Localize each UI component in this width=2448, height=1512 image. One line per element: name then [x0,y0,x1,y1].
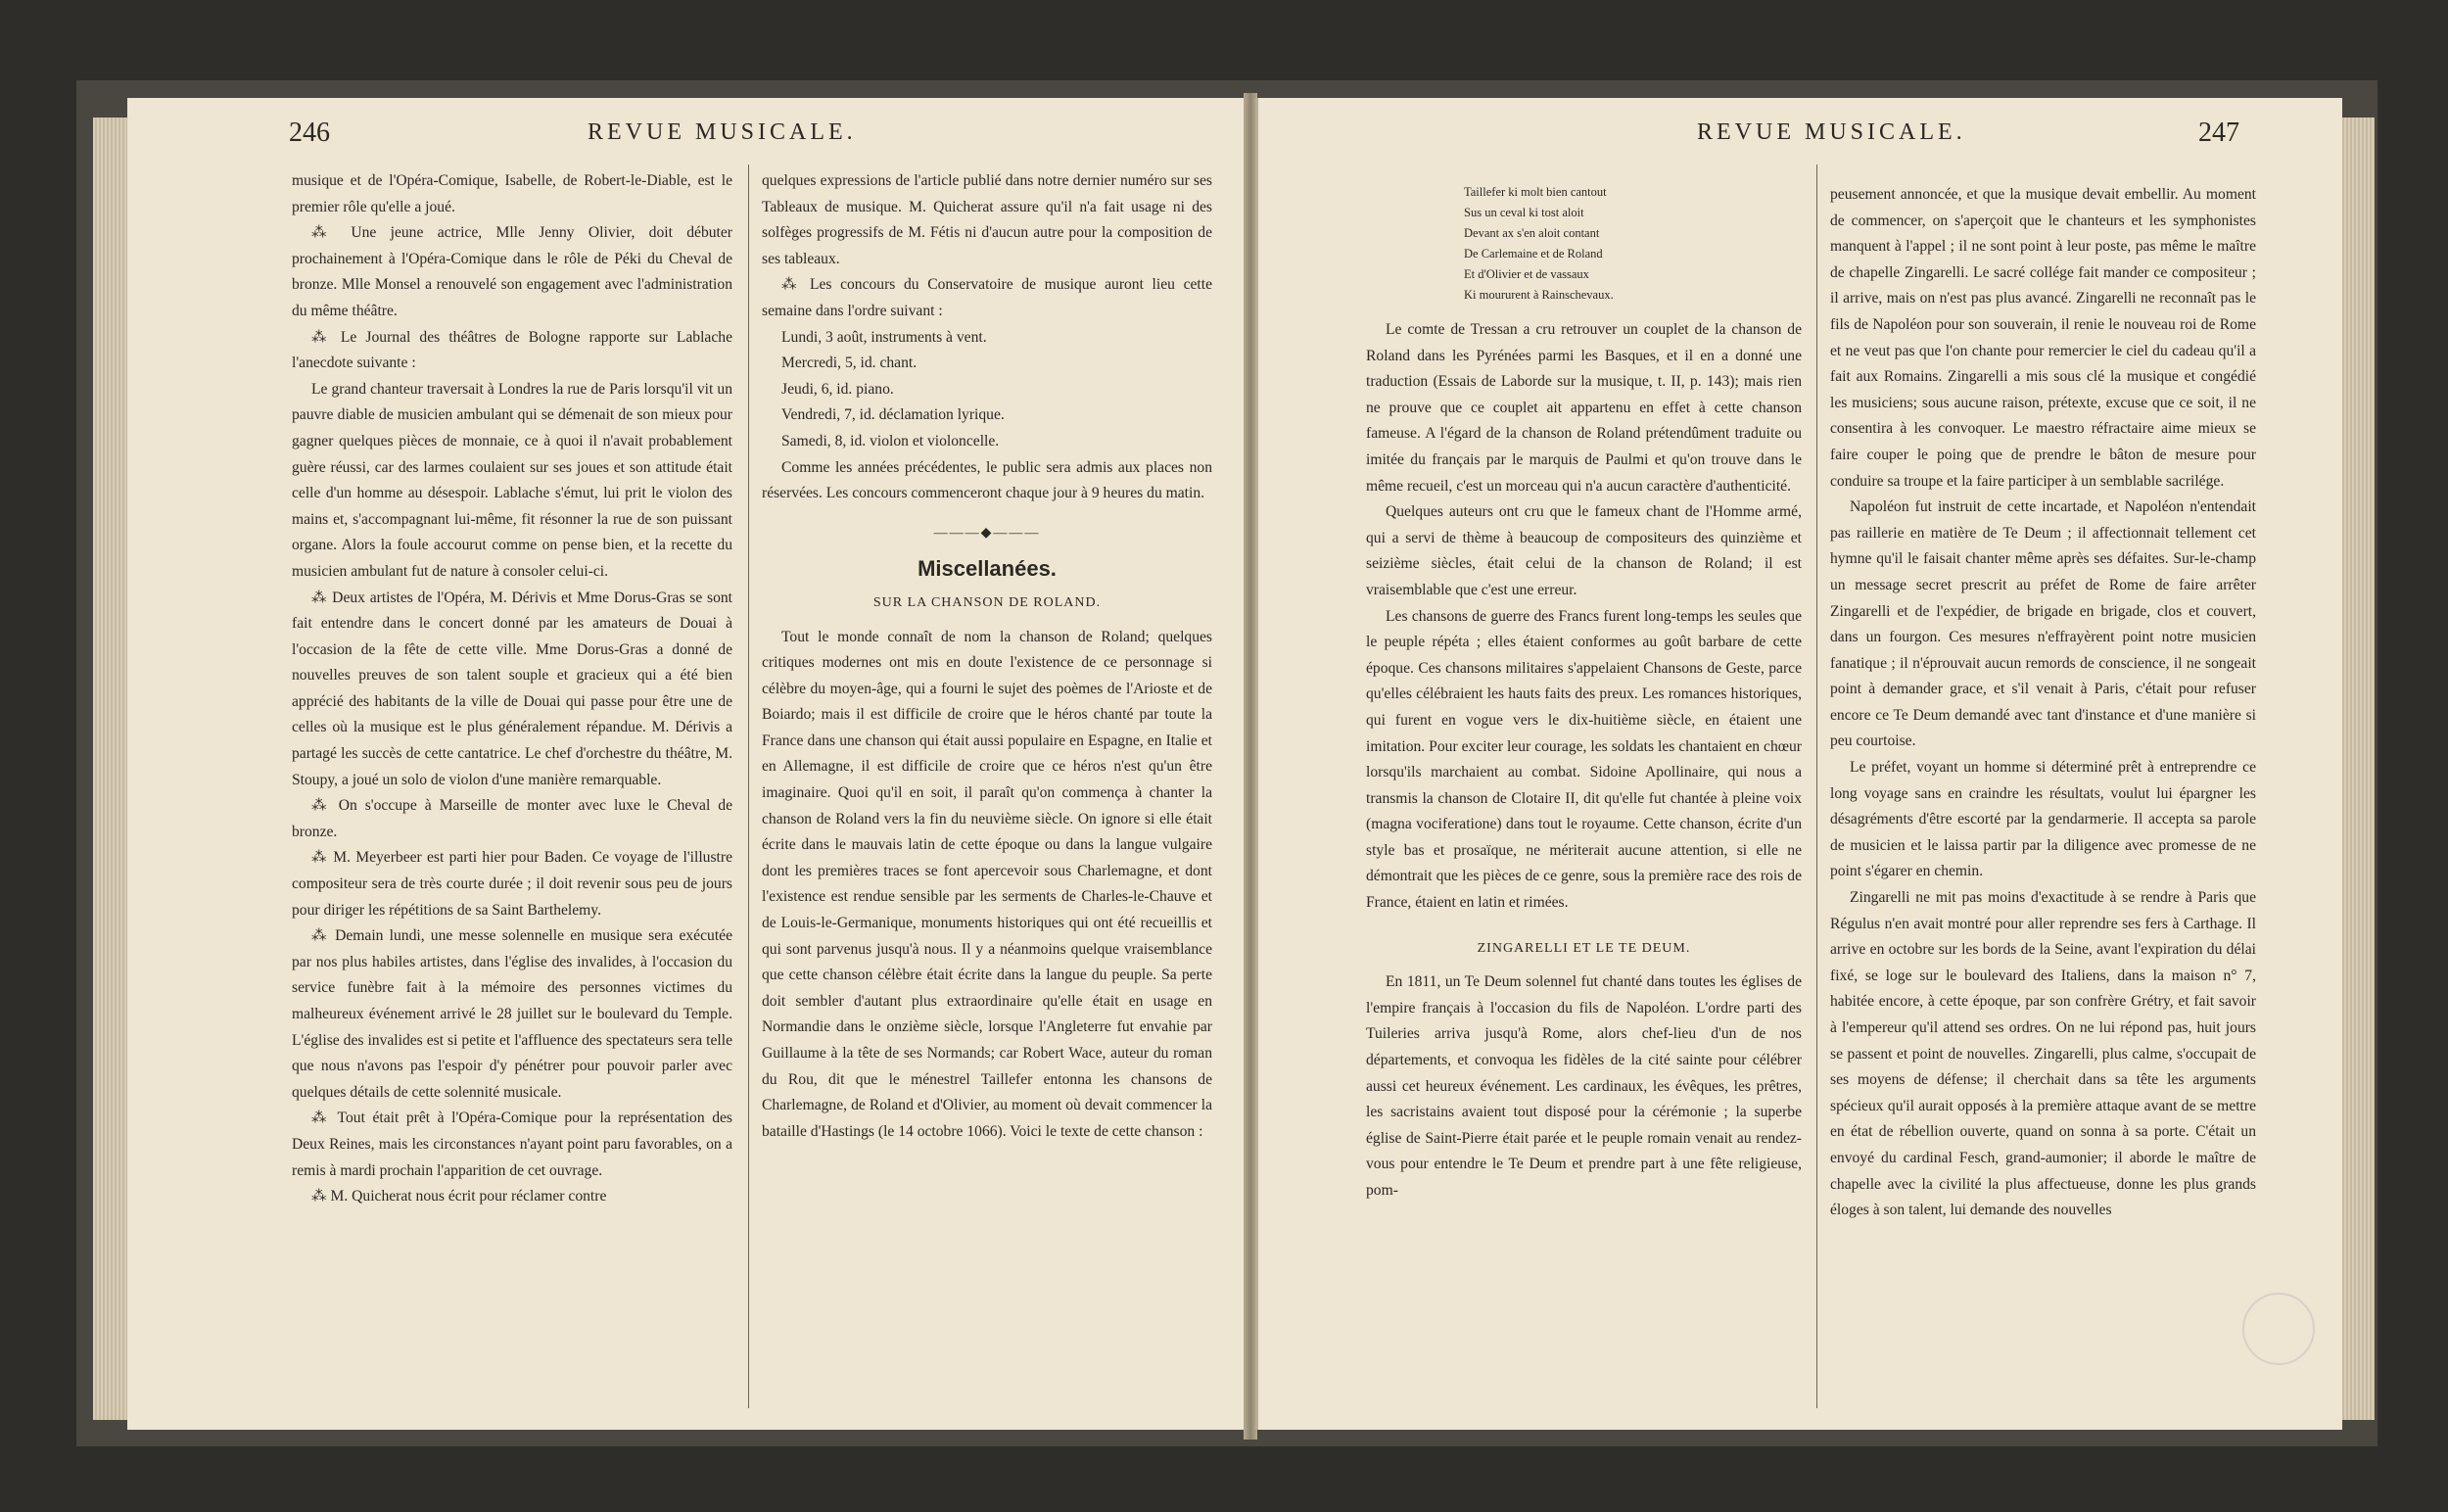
list-item: Mercredi, 5, id. chant. [781,354,918,372]
paragraph: Le comte de Tressan a cru retrouver un couplet de la chanson de Roland dans les Pyrénées parmi les Basques, et il en a donné une traduction (Essais de Laborde sur la musique, t. II, p. 143); mais rien ne prouve que ce couplet ait appartenu en effet à cette chanson fameuse. A l'égard de la chanson de Roland prétendûment traduite ou imitée du français par le marquis de Paulmi et qu'on trouve dans le même recueil, c'est un morceau qui n'a aucun caractère d'authenticité. [1366,321,1802,495]
paragraph: ⁂ M. Quicherat nous écrit pour réclamer contre [311,1188,607,1205]
list-item: Samedi, 8, id. violon et violoncelle. [781,432,1000,449]
paragraph: ⁂ Les concours du Conservatoire de musique auront lieu cette semaine dans l'ordre suivant : [762,276,1212,319]
verse-line: Taillefer ki molt bien cantout [1464,185,1607,199]
paragraph: Zingarelli ne mit pas moins d'exactitude à se rendre à Paris que Régulus n'en avait montré pour aller reprendre ses fers à Carthage. Il arrive en octobre sur les bords de la Seine, avant l'expiration du délai fixé, se loge sur le boulevard des Italiens, dans la maison n° 7, habitée encore, à cette époque, par son confrère Grétry, et fait savoir à l'empereur qu'il attend ses ordres. On ne lui répond pas, huit jours se passent et point de nouvelles. Zingarelli, plus calme, s'occupait de ses moyens de défense; il cherchait dans sa tête les arguments spécieux qu'il aurait opposés à la première attaque avant de se mettre en état de rébellion ouverte, quand on sonna à sa porte. C'était un envoyé du cardinal Fesch, grand-aumonier; il aborde le maître de chapelle avec la civilité la plus affectueuse, donne les plus grands éloges à son talent, lui demande des nouvelles [1830,889,2256,1219]
library-stamp [2242,1293,2315,1365]
paragraph: peusement annoncée, et que la musique devait embellir. Au moment de commencer, on s'aperçoit que le chanteurs et les symphonistes manquent à l'appel ; il ne sont point à leur poste, pas même le maître de chapelle Zingarelli. Le sacré collége fait mander ce compositeur ; il arrive, mais on n'est pas plus avancé. Zingarelli ne reconnaît pas le fils de Napoléon pour son souverain, il renie le nouveau roi de Rome et ne veut pas que l'on chante pour remercier le ciel du cadeau qu'il a fait aux Romains. Zingarelli a mis sous clé la musique et congédié les musiciens; sous aucune raison, prétexte, excuse que ce soit, il ne consentira à les convoquer. Le maestro réfractaire aime mieux se faire couper le poing que de prendre le bâton de mesure pour conduire sa troupe et la faire participer à un semblable sacrilége. [1830,186,2256,490]
running-head-left: REVUE MUSICALE. [588,119,857,145]
paragraph: Le grand chanteur traversait à Londres la rue de Paris lorsqu'il vit un pauvre diable de musicien ambulant qui se démenait de son mieux pour gagner quelques pièces de monnaie, ce à quoi il n'avait probablement guère réussi, car des larmes coulaient sur ses joues et son attitude était celle d'un homme au désespoir. Lablache s'émut, lui prit le violon des mains et, s'accompagnant lui-même, fit résonner la rue de son puissant organe. Alors la foule accourut comme on pense bien, et la recette du musicien ambulant fut de nature à consoler celui-ci. [292,380,732,580]
list-item: Jeudi, 6, id. piano. [781,380,894,398]
right-column-1 [1366,182,1802,1205]
list-item: Vendredi, 7, id. déclamation lyrique. [781,406,1005,424]
section-subtitle: ZINGARELLI ET LE TE DEUM. [1477,940,1691,956]
left-column-2 [762,168,1212,1145]
page-number-right: 247 [2198,118,2239,148]
paragraph: ⁂ Demain lundi, une messe solennelle en musique sera exécutée par nos plus habiles artistes, dans l'église des invalides, à l'occasion du service funèbre fait à la mémoire des personnes victimes du malheureux événement arrivé le 28 juillet sur le boulevard du Temple. L'église des invalides est si petite et l'affluence des spectateurs sera telle que nous n'avons pas l'espoir d'y pénétrer pour pouvoir parler avec quelques détails de cette solennité musicale. [292,927,732,1101]
section-title: Miscellanées. [918,556,1057,582]
paragraph: Les chansons de guerre des Francs furent long-temps les seules que le peuple répéta ; elles étaient conformes au goût barbare de cette époque. Ces chansons militaires s'appelaient Chansons de Geste, parce qu'elles célébraient les hauts faits des preux. Les romances historiques, qui furent en vogue vers le dix-huitième siècle, en étaient une imitation. Pour exciter leur courage, les soldats les chantaient en chœur lorsqu'ils marchaient au combat. Sidoine Apollinaire, qui nous a transmis la chanson de Clotaire II, dit qu'elle fut chantée à pleine voix (magna vociferatione) dans tout le royaume. Cette chanson, écrite d'un style bas et prosaïque, ne mériterait aucune attention, si elle ne démontrait que les pièces de ce genre, sous la première race des rois de France, étaient en latin et rimées. [1366,607,1802,912]
right-page [1255,98,2342,1430]
concours-list [762,325,1212,455]
ornament-divider: ———◆——— [933,525,1041,541]
paragraph: quelques expressions de l'article publié dans notre dernier numéro sur ses Tableaux de musique. M. Quicherat assure qu'il n'a fait usage ni des solfèges progressifs de M. Fétis ni d'aucun autre pour la composition de ses tableaux. [762,172,1212,267]
verse-line: Sus un ceval ki tost aloit [1464,206,1584,219]
paragraph: ⁂ M. Meyerbeer est parti hier pour Baden. Ce voyage de l'illustre compositeur sera de très courte durée ; il doit revenir sous peu de jours pour diriger les répétitions de sa Saint Barthelemy. [292,849,732,919]
paragraph: En 1811, un Te Deum solennel fut chanté dans toutes les églises de l'empire français à l'occasion du fils de Napoléon. L'ordre parti des Tuileries arriva jusqu'à Rome, alors chef-lieu d'un de nos départements, et convoqua les fidèles de la cité sainte pour célébrer aussi cet heureux événement. Les cardinaux, les évêques, les prêtres, les sacristains avaient tout disposé pour la cérémonie ; la superbe église de Saint-Pierre était parée et le peuple romain venait au rendez-vous pour entendre le Te Deum et prendre part à une fête religieuse, pom- [1366,973,1802,1199]
paragraph: Le préfet, voyant un homme si déterminé prêt à entreprendre ce long voyage sans en craindre les résultats, voulut lui épargner les désagréments d'être escorté par la gendarmerie. Il accepta sa parole de musicien et le laissa partir par la diligence avec promesse de ne point s'égarer en chemin. [1830,759,2256,880]
running-head-right: REVUE MUSICALE. [1697,119,1966,145]
verse-line: Et d'Olivier et de vassaux [1464,267,1589,281]
paragraph: musique et de l'Opéra-Comique, Isabelle, de Robert-le-Diable, est le premier rôle qu'elle a joué. [292,172,732,215]
paragraph: ⁂ Une jeune actrice, Mlle Jenny Olivier, doit débuter prochainement à l'Opéra-Comique dans le rôle de Péki du Cheval de bronze. Mlle Monsel a renouvelé son engagement avec l'administration du même théâtre. [292,224,732,319]
paragraph: ⁂ Le Journal des théâtres de Bologne rapporte sur Lablache l'anecdote suivante : [292,328,732,372]
left-column-1 [292,168,732,1210]
column-divider [1816,165,1817,1408]
paragraph: Comme les années précédentes, le public sera admis aux places non réservées. Les concours commenceront chaque jour à 9 heures du matin. [762,458,1212,502]
paragraph: ⁂ On s'occupe à Marseille de monter avec luxe le Cheval de bronze. [292,797,732,840]
right-column-2 [1830,182,2256,1224]
left-page [127,98,1248,1430]
paragraph: ⁂ Tout était prêt à l'Opéra-Comique pour la représentation des Deux Reines, mais les circonstances n'ayant point paru favorables, on a remis à mardi prochain l'apparition de cet ouvrage. [292,1110,732,1179]
paragraph: Tout le monde connaît de nom la chanson de Roland; quelques critiques modernes ont mis en doute l'existence de ce personnage si célèbre du moyen-âge, qui a fourni le sujet des poèmes de l'Arioste et de Boiardo; mais il est difficile de croire que le héros chanté par toute la France dans une chanson qui était aussi populaire en Espagne, en Italie et en Allemagne, il est difficile de croire que ce héros n'est qu'un être imaginaire. Quoi qu'il en soit, il paraît qu'on commença à chanter la chanson de Roland vers la fin du neuvième siècle. On ignore si elle était écrite dans le mauvais latin de cette époque ou dans la langue vulgaire dont les premières traces se font apercevoir sous Charlemagne, et dont l'existence est rendue sensible par les serments de Charles-le-Chauve et de Louis-le-Germanique, monuments historiques qui ont été recueillis et qui sont parvenus jusqu'à nous. Il y a néanmoins quelque vraisemblance que cette chanson célèbre était écrite dans la langue du peuple. Sa perte doit sembler d'autant plus extraordinaire qu'elle était en usage en Normandie dans le onzième siècle, lorsque l'Angleterre fut envahie par Guillaume à la tête de ses Normands; car Robert Wace, auteur du roman du Rou, dit que le ménestrel Taillefer entonna les chansons de Charlemagne, de Roland et d'Olivier, au moment où devait commencer la bataille d'Hastings (le 14 octobre 1066). Voici le texte de cette chanson : [762,628,1212,1140]
chanson-verse [1366,182,1802,306]
section-subtitle: SUR LA CHANSON DE ROLAND. [872,594,1102,610]
verse-line: De Carlemaine et de Roland [1464,247,1603,260]
paragraph: ⁂ Deux artistes de l'Opéra, M. Dérivis et Mme Dorus-Gras se sont fait entendre dans le concert donné par les amateurs de Douai à l'occasion de la fête de cette ville. Mme Dorus-Gras a donné de nouvelles preuves de son talent souple et gracieux qui a été bien apprécié des habitants de la ville de Douai qui passe pour être une de celles où la musique est le plus généralement répandue. M. Dérivis a partagé les succès de cette cantatrice. Le chef d'orchestre du théâtre, M. Stoupy, a joué un solo de violon d'une manière remarquable. [292,589,732,788]
verse-line: Devant ax s'en aloit contant [1464,226,1600,240]
verse-line: Ki moururent à Rainschevaux. [1464,288,1614,302]
list-item: Lundi, 3 août, instruments à vent. [781,328,987,346]
page-edges-right [2340,118,2375,1420]
page-edges-left [93,118,130,1420]
paragraph: Napoléon fut instruit de cette incartade, et Napoléon n'entendait pas raillerie en matière de Te Deum ; il affectionnait tellement cet hymne qu'il le faisait chanter même après ses défaites. Sur-le-champ un message secret prescrit au préfet de Rome de faire arrêter Zingarelli et de l'expédier, de brigade en brigade, clos et couvert, dans un fourgon. Ces mesures n'effrayèrent point notre musicien fanatique ; il n'éprouvait aucun remords de conscience, il ne songeait point à demander grace, et s'il venait à Paris, c'était pour refuser encore ce Te Deum demandé avec tant d'instance et d'une manière si peu courtoise. [1830,498,2256,750]
paragraph: Quelques auteurs ont cru que le fameux chant de l'Homme armé, qui a servi de thème à beaucoup de compositeurs des quinzième et seizième siècles, était celui de la chanson de Roland; il est vraisemblable que c'est une erreur. [1366,503,1802,598]
page-number-left: 246 [289,118,330,148]
column-divider [748,165,749,1408]
